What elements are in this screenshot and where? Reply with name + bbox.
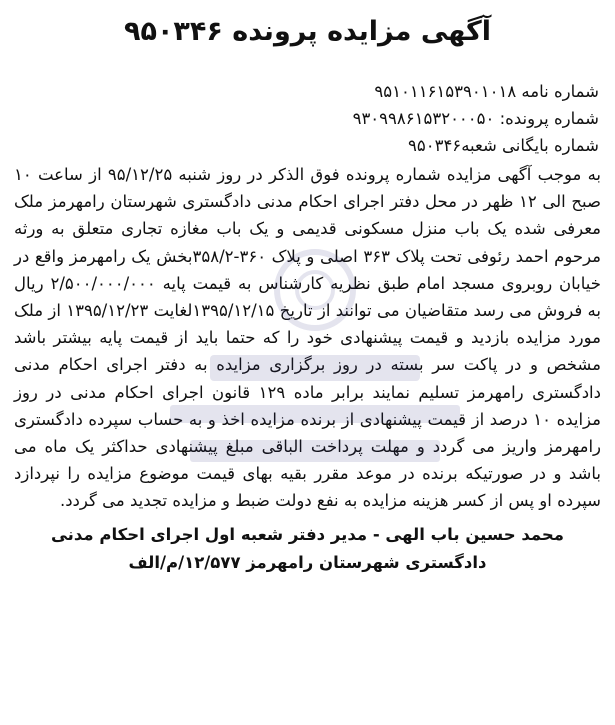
signature-line-2: دادگستری شهرستان رامهرمز ۱۲/۵۷۷/م/الف	[128, 552, 487, 572]
notice-signature	[14, 521, 601, 577]
file-number: شماره پرونده: ۹۳۰۹۹۸۶۱۵۳۲۰۰۰۵۰	[352, 109, 599, 128]
notice-title: آگهی مزایده پرونده ۹۵۰۳۴۶	[123, 16, 492, 47]
archive-number: شماره بایگانی شعبه۹۵۰۳۴۶	[408, 136, 599, 155]
signature-line-1: محمد حسین باب الهی - مدیر دفتر شعبه اول اجرای احکام مدنی	[50, 524, 565, 544]
letter-number: شماره نامه ۹۵۱۰۱۱۶۱۵۳۹۰۱۰۱۸	[374, 82, 599, 101]
notice-body: به موجب آگهی مزایده شماره پرونده فوق الذکر در روز شنبه ۹۵/۱۲/۲۵ از ساعت ۱۰ صبح الی ۱۲ ظهر در محل دفتر اجرای احکام مدنی دادگستری شهرستان رامهرمز ملک معرفی شده یک باب منزل مسکونی قدیمی و یک باب مغازه تجاری متعلق به ورثه مرحوم احمد رئوفی تحت پلاک ۳۶۳ اصلی و پلاک ۳۶۰-۳۵۸/۲بخش یک رامهرمز واقع در خیابان روبروی مسجد امام طبق نظریه کارشناس به قیمت پایه ۲/۵۰۰/۰۰۰/۰۰۰ ریال به فروش می رسد متقاضیان می توانند از تاریخ ۱۳۹۵/۱۲/۱۵لغایت ۱۳۹۵/۱۲/۲۳ از ملک مورد مزایده بازدید و قیمت پیشنهادی خود را که حتما باید از قیمت پایه بیشتر باشد مشخص و در پاکت سر بسته در روز برگزاری مزایده به دفتر اجرای احکام مدنی دادگستری رامهرمز تسلیم نمایند برابر ماده ۱۲۹ قانون اجرای احکام مدنی در روز مزایده ۱۰ درصد از قیمت پیشنهادی از برنده مزایده اخذ و به حساب سپرده دادگستری رامهرمز واریز می گردد و مهلت پرداخت الباقی مبلغ پیشنهادی حداکثر یک ماه می باشد و در صورتیکه برنده در موعد مقرر بقیه بهای قیمت موضوع مزایده را نپردازد سپرده او پس از کسر هزینه مزایده به نفع دولت ضبط و مزایده تجدید می گردد.	[14, 165, 602, 511]
notice-meta	[14, 78, 601, 159]
